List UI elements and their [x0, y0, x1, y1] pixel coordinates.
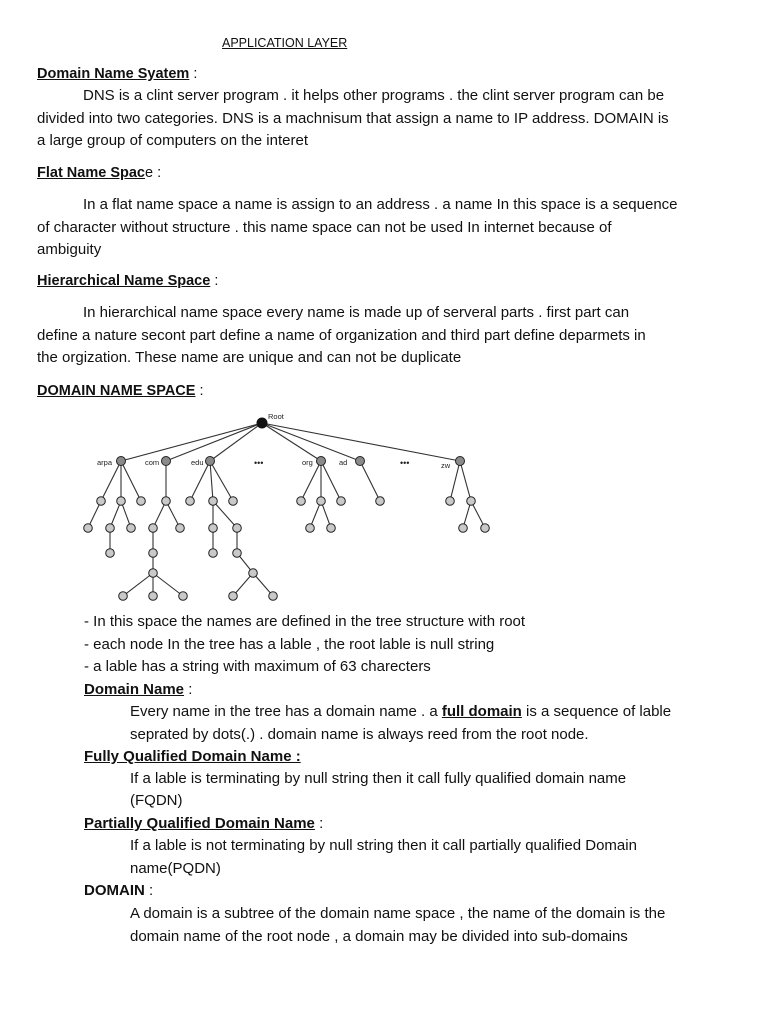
heading-domain-name-space-suffix: :	[195, 383, 204, 399]
label-zw: zw	[441, 461, 451, 470]
dns-paragraph	[37, 85, 737, 153]
heading-fqdn	[84, 746, 301, 769]
label-ad: ad	[339, 458, 348, 467]
heading-pqdn-suffix: :	[314, 815, 324, 832]
heading-flat-text: Flat Name Spac	[37, 165, 145, 181]
root-label: Root	[268, 412, 284, 421]
tree-nodes	[84, 457, 490, 601]
domain-name-line-1-post: is a sequence of lable	[521, 703, 672, 720]
heading-domain-name-space	[37, 383, 204, 399]
bullet-item: - each node In the tree has a lable , the root lable is null string	[84, 635, 495, 653]
hier-line-2: define a nature secont part define a name of organization and third part define deparmets in	[37, 326, 646, 344]
pqdn-line-1: If a lable is not terminating by null string then it call partially qualified Domain	[130, 837, 637, 854]
domain-name-line-1-pre: Every name in the tree has a domain name . a	[130, 703, 442, 720]
domain-name-line-2: seprated by dots(.) . domain name is always reed from the root node.	[130, 726, 589, 743]
heading-domain-text: DOMAIN	[84, 882, 145, 899]
domain-line-1: A domain is a subtree of the domain name space , the name of the domain is the	[130, 905, 666, 922]
bullet-list	[84, 611, 525, 679]
domain-tree-diagram	[70, 405, 510, 605]
tree-edges	[88, 423, 485, 596]
label-edu: edu	[191, 458, 204, 467]
domain-name-line-1	[130, 701, 671, 724]
fqdn-line-2: (FQDN)	[130, 792, 183, 809]
heading-pqdn-text: Partially Qualified Domain Name	[84, 815, 315, 832]
label-arpa: arpa	[97, 458, 113, 467]
label-org: org	[302, 458, 313, 467]
heading-domain-suffix: :	[144, 882, 154, 899]
hier-line-3: the orgization. These name are unique and can not be duplicate	[37, 349, 462, 366]
flat-line-1: In a flat name space a name is assign to an address . a name In this space is a sequence	[83, 196, 678, 213]
bullet-item: - In this space the names are defined in the tree structure with root	[84, 613, 526, 630]
hier-line-1: In hierarchical name space every name is made up of serveral parts . first part can	[83, 304, 630, 321]
dns-line-1: DNS is a clint server program . it helps other programs . the clint server program can be	[83, 87, 665, 104]
heading-domain-name-text: Domain Name	[84, 681, 185, 698]
heading-domain	[84, 880, 153, 903]
page-title: APPLICATION LAYER	[222, 36, 348, 50]
heading-dns	[37, 66, 197, 82]
heading-hier-suffix: :	[210, 273, 219, 289]
fqdn-line-1: If a lable is terminating by null string then it call fully qualified domain name	[130, 770, 627, 787]
full-domain-term: full domain	[441, 703, 522, 720]
ellipsis-2: •••	[400, 458, 410, 468]
heading-flat	[37, 165, 161, 181]
heading-fqdn-text: Fully Qualified Domain Name :	[84, 748, 301, 765]
hier-paragraph	[37, 302, 737, 370]
heading-domain-name-space-text: DOMAIN NAME SPACE	[37, 383, 196, 399]
label-com: com	[145, 458, 160, 467]
flat-line-2: of character without structure . this name space can not be used In internet because of	[37, 218, 612, 236]
heading-hier-text: Hierarchical Name Space	[37, 273, 211, 289]
domain-line-2: domain name of the root node , a domain may be divided into sub-domains	[130, 928, 628, 945]
heading-hier	[37, 273, 218, 289]
root-node	[257, 418, 268, 429]
heading-dns-text: Domain Name Syatem	[37, 66, 190, 82]
heading-domain-name-suffix: :	[184, 681, 193, 698]
pqdn-line-2: name(PQDN)	[130, 860, 221, 877]
heading-pqdn	[84, 813, 323, 836]
heading-flat-suffix: e :	[145, 165, 162, 181]
dns-line-3: a large group of computers on the interet	[37, 132, 308, 149]
flat-line-3: ambiguity	[37, 241, 102, 258]
heading-dns-suffix: :	[189, 66, 198, 82]
bullet-item: - a lable has a string with maximum of 63 charecters	[84, 658, 431, 675]
heading-domain-name	[84, 679, 192, 702]
ellipsis-1: •••	[254, 458, 264, 468]
flat-paragraph	[37, 194, 737, 262]
dns-line-2: divided into two categories. DNS is a machnisum that assign a name to IP address. DOMAIN is	[37, 109, 669, 127]
